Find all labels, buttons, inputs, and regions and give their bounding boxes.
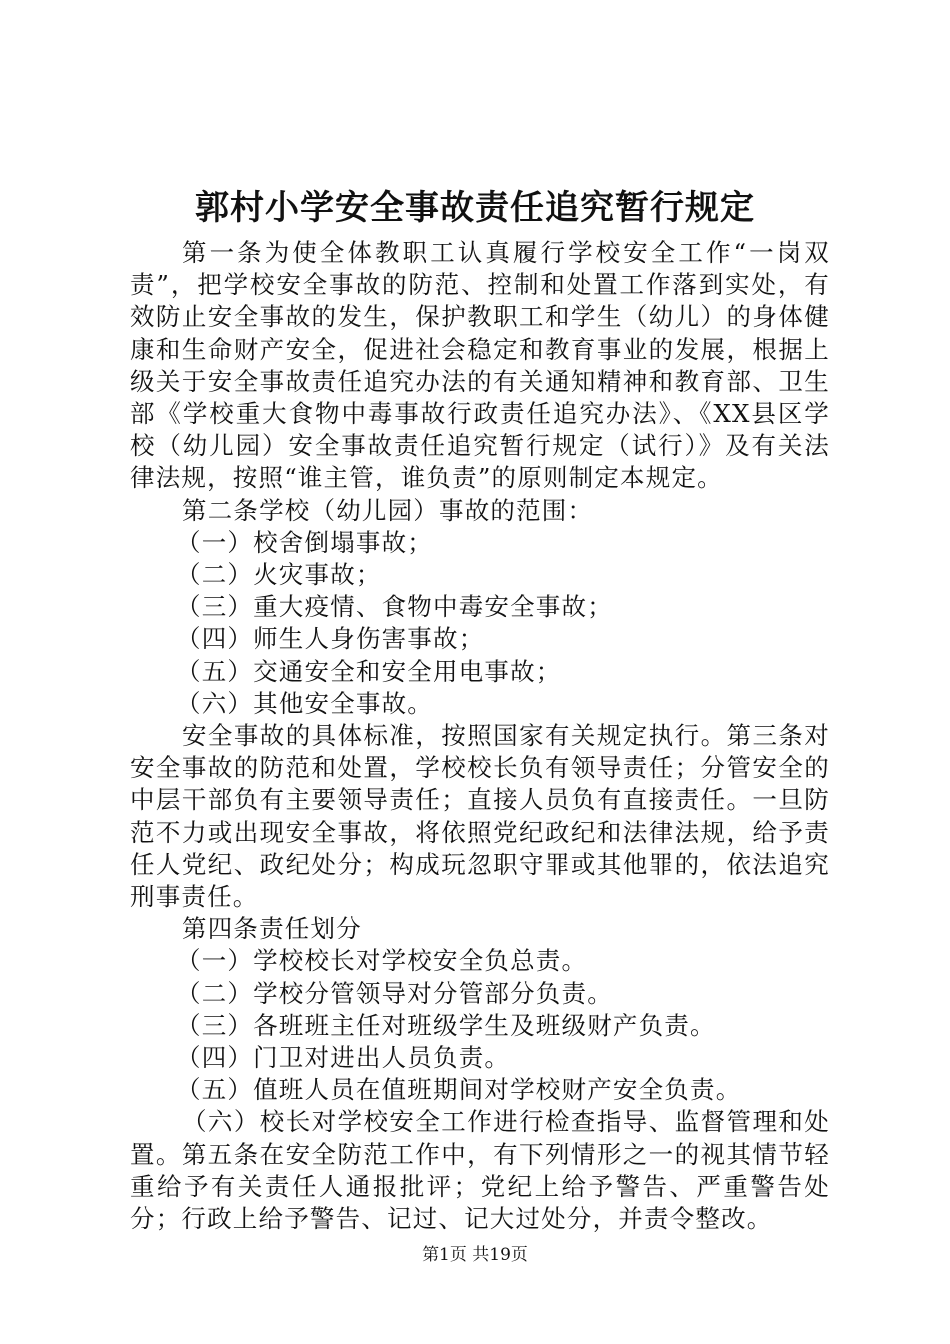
paragraph-article-3: 安全事故的具体标准，按照国家有关规定执行。第三条对安全事故的防范和处置，学校校长负有领导责任；分管安全的中层干部负有主要领导责任；直接人员负有直接责任。一旦防范不力或出现安全事故，将依照党纪政纪和法律法规，给予责任人党纪、政纪处分；构成玩忽职守罪或其他罪的，依法追究刑事责任。 [130,721,830,912]
list-item: （一）校舍倒塌事故； [176,527,433,557]
list-item: （二）学校分管领导对分管部分负责。 [176,978,613,1008]
list-item: （五）值班人员在值班期间对学校财产安全负责。 [176,1075,742,1105]
document-body [130,237,830,1235]
paragraph-article-2: 第二条学校（幼儿园）事故的范围： [182,495,594,525]
list-item: （六）其他安全事故。 [176,688,433,718]
list-item: （一）学校校长对学校安全负总责。 [176,946,588,976]
document-title: 郭村小学安全事故责任追究暂行规定 [195,188,755,228]
list-item: （三）重大疫情、食物中毒安全事故； [176,592,613,622]
page-number: 第1页 共19页 [422,1245,528,1265]
list-item: （五）交通安全和安全用电事故； [176,656,562,686]
list-item: （二）火灾事故； [176,560,382,590]
paragraph-article-5: （六）校长对学校安全工作进行检查指导、监督管理和处置。第五条在安全防范工作中，有下列情形之一的视其情节轻重给予有关责任人通报批评；党纪上给予警告、严重警告处分；行政上给予警告、记过、记大过处分，并责令整改。 [130,1107,830,1234]
paragraph-article-1: 第一条为使全体教职工认真履行学校安全工作“一岗双责”，把学校安全事故的防范、控制和处置工作落到实处，有效防止安全事故的发生，保护教职工和学生（幼儿）的身体健康和生命财产安全，促进社会稳定和教育事业的发展，根据上级关于安全事故责任追究办法的有关通知精神和教育部、卫生部《学校重大食物中毒事故行政责任追究办法》、《XX县区学校（幼儿园）安全事故责任追究暂行规定（试行）》及有关法律法规，按照“谁主管，谁负责”的原则制定本规定。 [130,238,830,493]
list-item: （三）各班班主任对班级学生及班级财产负责。 [176,1010,716,1040]
list-item: （四）门卫对进出人员负责。 [176,1043,511,1073]
paragraph-article-4: 第四条责任划分 [182,914,362,944]
list-item: （四）师生人身伤害事故； [176,624,485,654]
